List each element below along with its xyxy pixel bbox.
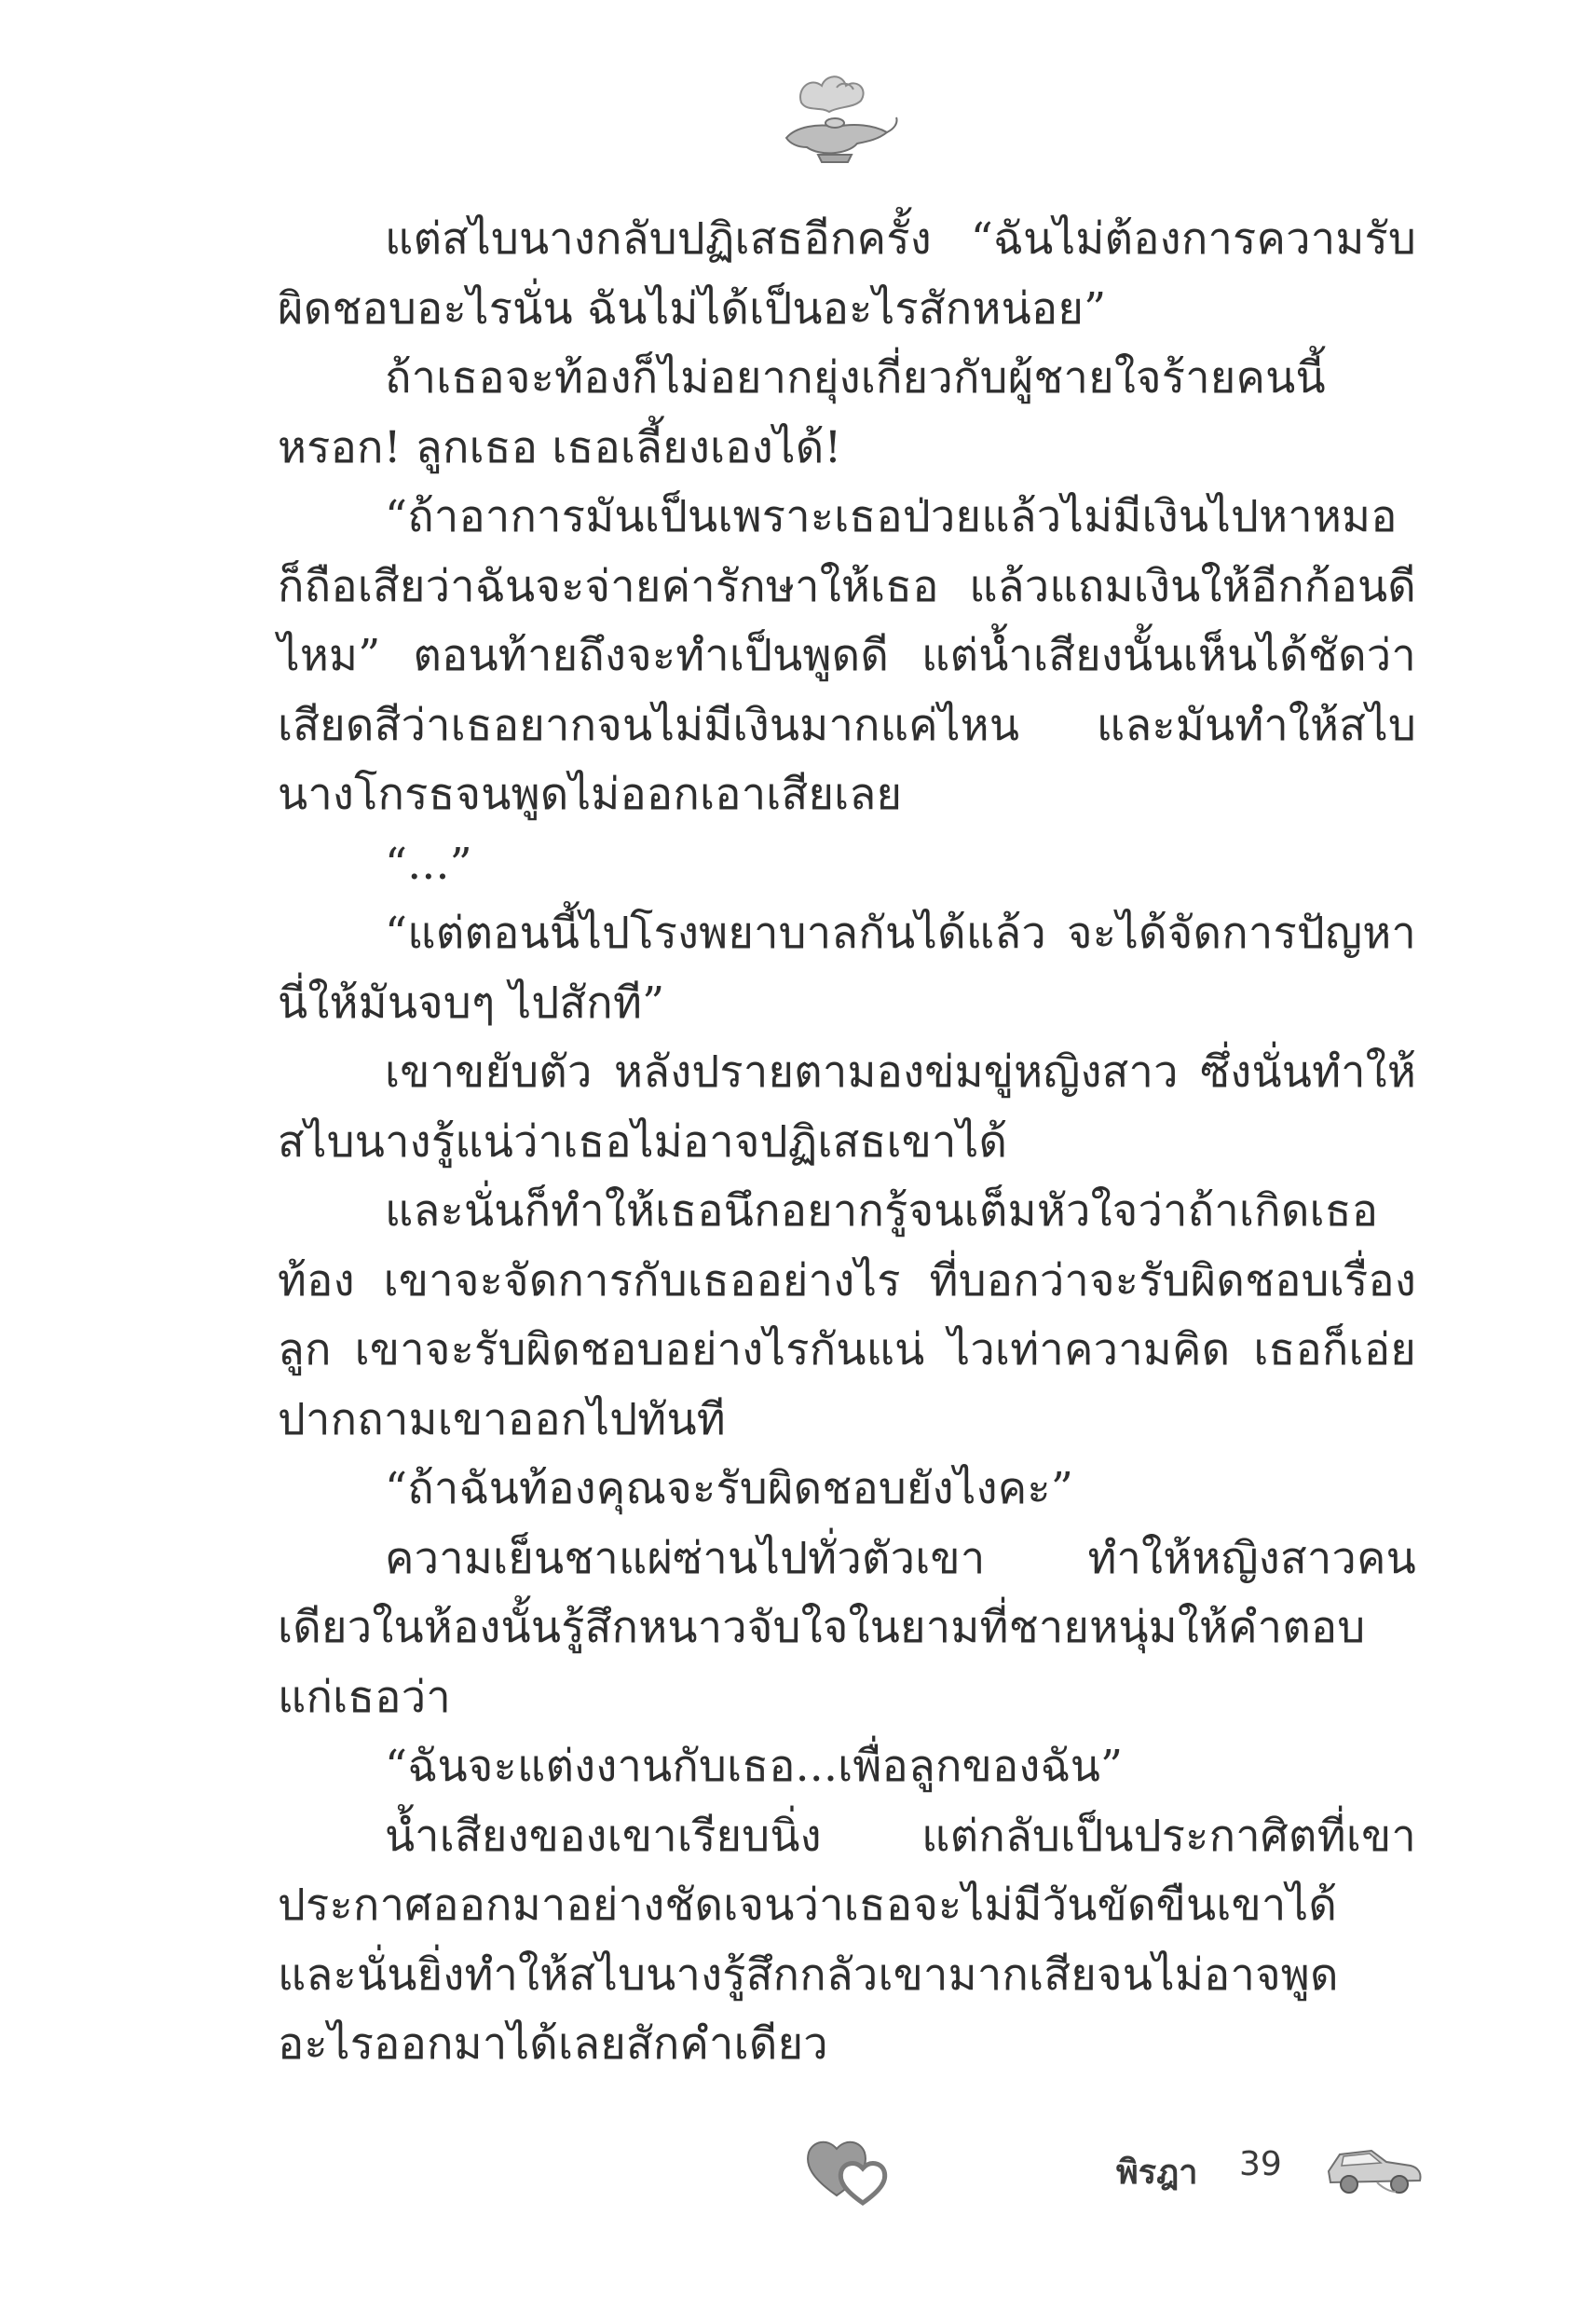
paragraph: ถ้าเธอจะท้องก็ไม่อยากยุ่งเกี่ยวกับผู้ชายใจร้ายคนนี้หรอก! ลูกเธอ เธอเลี้ยงเองได้!: [278, 352, 1326, 473]
body-text: [278, 205, 1416, 2080]
paragraph: “แต่ตอนนี้ไปโรงพยาบาลกันได้แล้ว จะได้จัดการปัญหานี่ให้มันจบๆ ไปสักที”: [278, 908, 1416, 1029]
page-number: 39: [1239, 2145, 1282, 2183]
paragraph: ความเย็นชาแผ่ซ่านไปทั่วตัวเขา ทำให้หญิงสาวคนเดียวในห้องนั้นรู้สึกหนาวจับใจในยามที่ชายหนุ่มให้คำตอบแก่เธอว่า: [278, 1532, 1416, 1723]
paragraph: เขาขยับตัว หลังปรายตามองข่มขู่หญิงสาว ซึ่งนั่นทำให้สไบนางรู้แน่ว่าเธอไม่อาจปฏิเสธเขาได้: [278, 1046, 1416, 1168]
paragraph: “ฉันจะแต่งงานกับเธอ...เพื่อลูกของฉัน”: [385, 1741, 1124, 1792]
paragraph: แต่สไบนางกลับปฏิเสธอีกครั้ง “ฉันไม่ต้องการความรับผิดชอบอะไรนั่น ฉันไม่ได้เป็นอะไรสักหน่อย”: [278, 213, 1416, 335]
paragraph: น้ำเสียงของเขาเรียบนิ่ง แต่กลับเป็นประกาศิตที่เขาประกาศออกมาอย่างชัดเจนว่าเธอจะไม่มีวันขัดขืนเขาได้ และนั่นยิ่งทำให้สไบนางรู้สึกกลัวเขามากเสียจนไม่อาจพูดอะไรออกมาได้เลยสักคำเดียว: [278, 1810, 1416, 2070]
hearts-icon: [799, 2125, 902, 2208]
paragraph: “...”: [385, 838, 472, 890]
magic-lamp-icon: [764, 65, 904, 177]
footer-author: พิรฎา: [1116, 2154, 1198, 2192]
paragraph: “ถ้าฉันท้องคุณจะรับผิดชอบยังไงคะ”: [385, 1463, 1074, 1514]
car-icon: [1321, 2134, 1425, 2201]
paragraph: และนั่นก็ทำให้เธอนึกอยากรู้จนเต็มหัวใจว่าถ้าเกิดเธอท้อง เขาจะจัดการกับเธออย่างไร ที่บอกว่าจะรับผิดชอบเรื่องลูก เขาจะรับผิดชอบอย่างไรกันแน่ ไวเท่าความคิด เธอก็เอ่ยปากถามเขาออกไปทันที: [278, 1185, 1416, 1445]
paragraph: “ถ้าอาการมันเป็นเพราะเธอป่วยแล้วไม่มีเงินไปหาหมอก็ถือเสียว่าฉันจะจ่ายค่ารักษาให้เธอ แล้วแถมเงินให้อีกก้อนดีไหม” ตอนท้ายถึงจะทำเป็นพูดดี แต่น้ำเสียงนั้นเห็นได้ชัดว่าเสียดสีว่าเธอยากจนไม่มีเงินมากแค่ไหน และมันทำให้สไบนางโกรธจนพูดไม่ออกเอาเสียเลย: [278, 491, 1416, 820]
